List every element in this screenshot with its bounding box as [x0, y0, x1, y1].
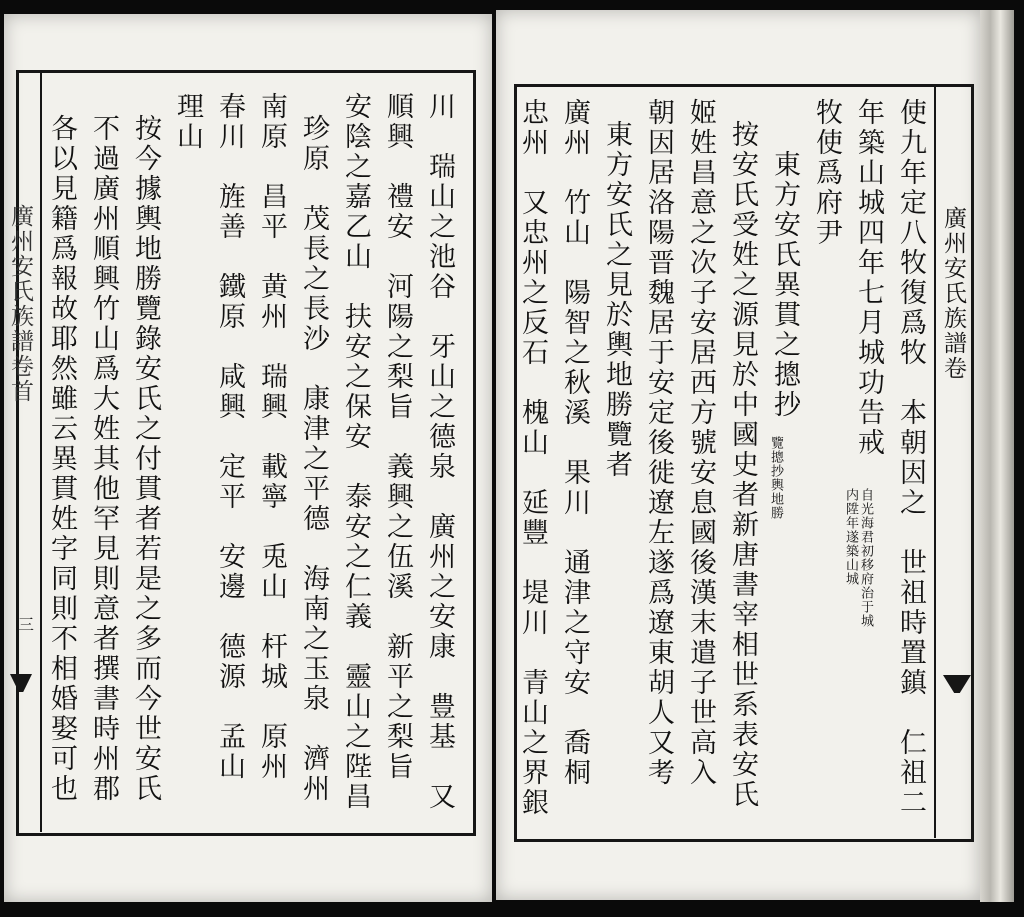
- left-line-5: 南原 昌平 黄州 瑞興 載寧 兎山 杆城 原州: [256, 92, 287, 782]
- right-line-6: 姬姓昌意之次子安居西方號安息國後漢末遣子世高入: [685, 98, 716, 788]
- left-line-6: 春川 旌善 鐵原 咸興 定平 安邊 德源 孟山: [214, 92, 245, 782]
- right-line-2: 年築山城四年七月城功告戒: [853, 98, 884, 458]
- right-line-7: 朝因居洛陽晋魏居于安定後徙遼左遂爲遼東胡人又考: [643, 98, 674, 788]
- right-line-8: 東方安氏之見於輿地勝覽者: [601, 120, 632, 480]
- right-line-3: 牧使爲府尹: [811, 98, 842, 248]
- right-line-4: 東方安氏異貫之摠抄: [769, 150, 800, 420]
- source-note: 覽摠抄輿地勝: [768, 436, 783, 520]
- right-line-5: 按安氏受姓之源見於中國史者新唐書宰相世系表安氏: [727, 120, 758, 810]
- left-line-3: 安陰之嘉乙山 扶安之保安 泰安之仁義 靈山之陛昌: [340, 92, 371, 812]
- left-gutter-rule: [40, 70, 42, 832]
- folio-number: 三: [18, 615, 35, 634]
- left-line-7: 理山: [172, 92, 203, 152]
- right-line-10: 忠州 又忠州之反石 槐山 延豐 堤川 青山之界銀: [517, 98, 548, 818]
- right-line-1: 使九年定八牧復爲牧 本朝因之 世祖時置鎮 仁祖二: [895, 98, 926, 818]
- left-gutter-title: 廣州安氏族譜卷首: [7, 204, 33, 404]
- right-gutter-rule: [934, 84, 936, 838]
- left-line-4: 珍原 茂長之長沙 康津之平德 海南之玉泉 濟州: [298, 114, 329, 804]
- left-line-10: 各以見籍爲報故耶然雖云異貫姓字同則不相婚娶可也: [46, 114, 77, 804]
- left-line-9: 不過廣州順興竹山爲大姓其他罕見則意者撰書時州郡: [88, 114, 119, 804]
- left-line-8: 按今據輿地勝覽錄安氏之付貫者若是之多而今世安氏: [130, 114, 161, 804]
- left-line-1: 川 瑞山之池谷 牙山之德泉 廣州之安康 豊基 又: [424, 92, 455, 812]
- right-page: [496, 10, 980, 900]
- left-line-2: 順興 禮安 河陽之梨旨 義興之伍溪 新平之梨旨: [382, 92, 413, 782]
- right-line-9: 廣州 竹山 陽智之秋溪 果川 通津之守安 喬桐: [559, 98, 590, 788]
- right-gutter-title: 廣州安氏族譜卷: [940, 206, 966, 381]
- book-page-edge: [980, 10, 1014, 902]
- left-page: [4, 14, 492, 902]
- wall-note: 自光海君初移府治于城内陞年遂築山城: [843, 488, 873, 628]
